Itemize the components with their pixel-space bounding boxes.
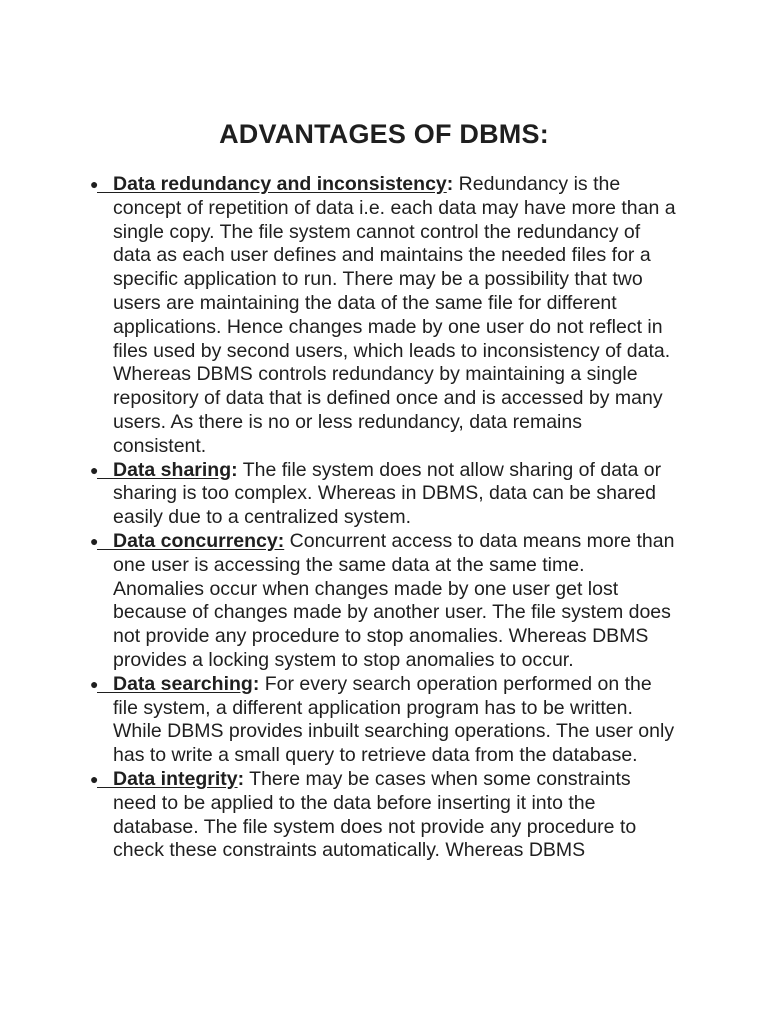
underline-lead [97, 549, 113, 550]
underline-lead [97, 692, 113, 693]
bullet-icon: ● [90, 675, 99, 692]
list-item-data-concurrency [0, 530, 679, 673]
list-item-data-sharing [0, 459, 679, 530]
bullet-icon: ● [90, 532, 99, 549]
underline-lead [97, 787, 113, 788]
item-text: Redundancy is the concept of repetition of data i.e. each data may have more than a single copy. The file system cannot control the redundancy of data as each user defines and maintains the needed files for a specific application to run. There may be a possibility that two users are maintaining the data of the same file for different applications. Hence changes made by one user do not reflect in files used by second users, which leads to inconsistency of data. Whereas DBMS controls redundancy by maintaining a single repository of data that is defined once and is accessed by many users. As there is no or less redundancy, data remains consistent. [113, 173, 676, 457]
item-text: For every search operation performed on the file system, a different application program has to be written. While DBMS provides inbuilt searching operations. The user only has to write a small query to retrieve data from the database. [113, 672, 675, 767]
bullet-icon: ● [90, 461, 99, 478]
item-colon: : [252, 672, 260, 695]
item-text: There may be cases when some constraints need to be applied to the data before inserting it into the database. The file system does not provide any procedure to check these constraints automatically. Whereas DBMS [113, 767, 637, 862]
item-term: Data sharing [113, 458, 232, 481]
item-term: Data integrity [113, 767, 238, 790]
item-text: Concurrent access to data means more than one user is accessing the same data at the same time. Anomalies occur when changes made by one user get lost because of changes made by another user. The file system does not provide any procedure to stop anomalies. Whereas DBMS provides a locking system to stop anomalies to occur. [113, 529, 675, 671]
item-colon: : [446, 173, 454, 195]
item-colon: : [237, 767, 245, 790]
bullet-icon: ● [90, 770, 99, 787]
item-term: Data searching [113, 672, 253, 695]
item-text: The file system does not allow sharing of data or sharing is too complex. Whereas in DBMS, data can be shared easily due to a centralized system. [113, 458, 662, 529]
item-term: Data redundancy and inconsistency [113, 173, 447, 195]
list-item-data-searching [0, 673, 679, 768]
list-item-data-redundancy [0, 173, 679, 459]
underline-lead [97, 478, 113, 479]
bullet-icon: ● [90, 176, 99, 192]
item-colon: : [231, 458, 238, 481]
underline-lead [97, 192, 113, 193]
page-title: ADVANTAGES OF DBMS: [219, 119, 549, 149]
item-term: Data concurrency: [113, 529, 285, 552]
advantages-list [0, 173, 768, 863]
list-item-data-integrity [0, 768, 679, 863]
